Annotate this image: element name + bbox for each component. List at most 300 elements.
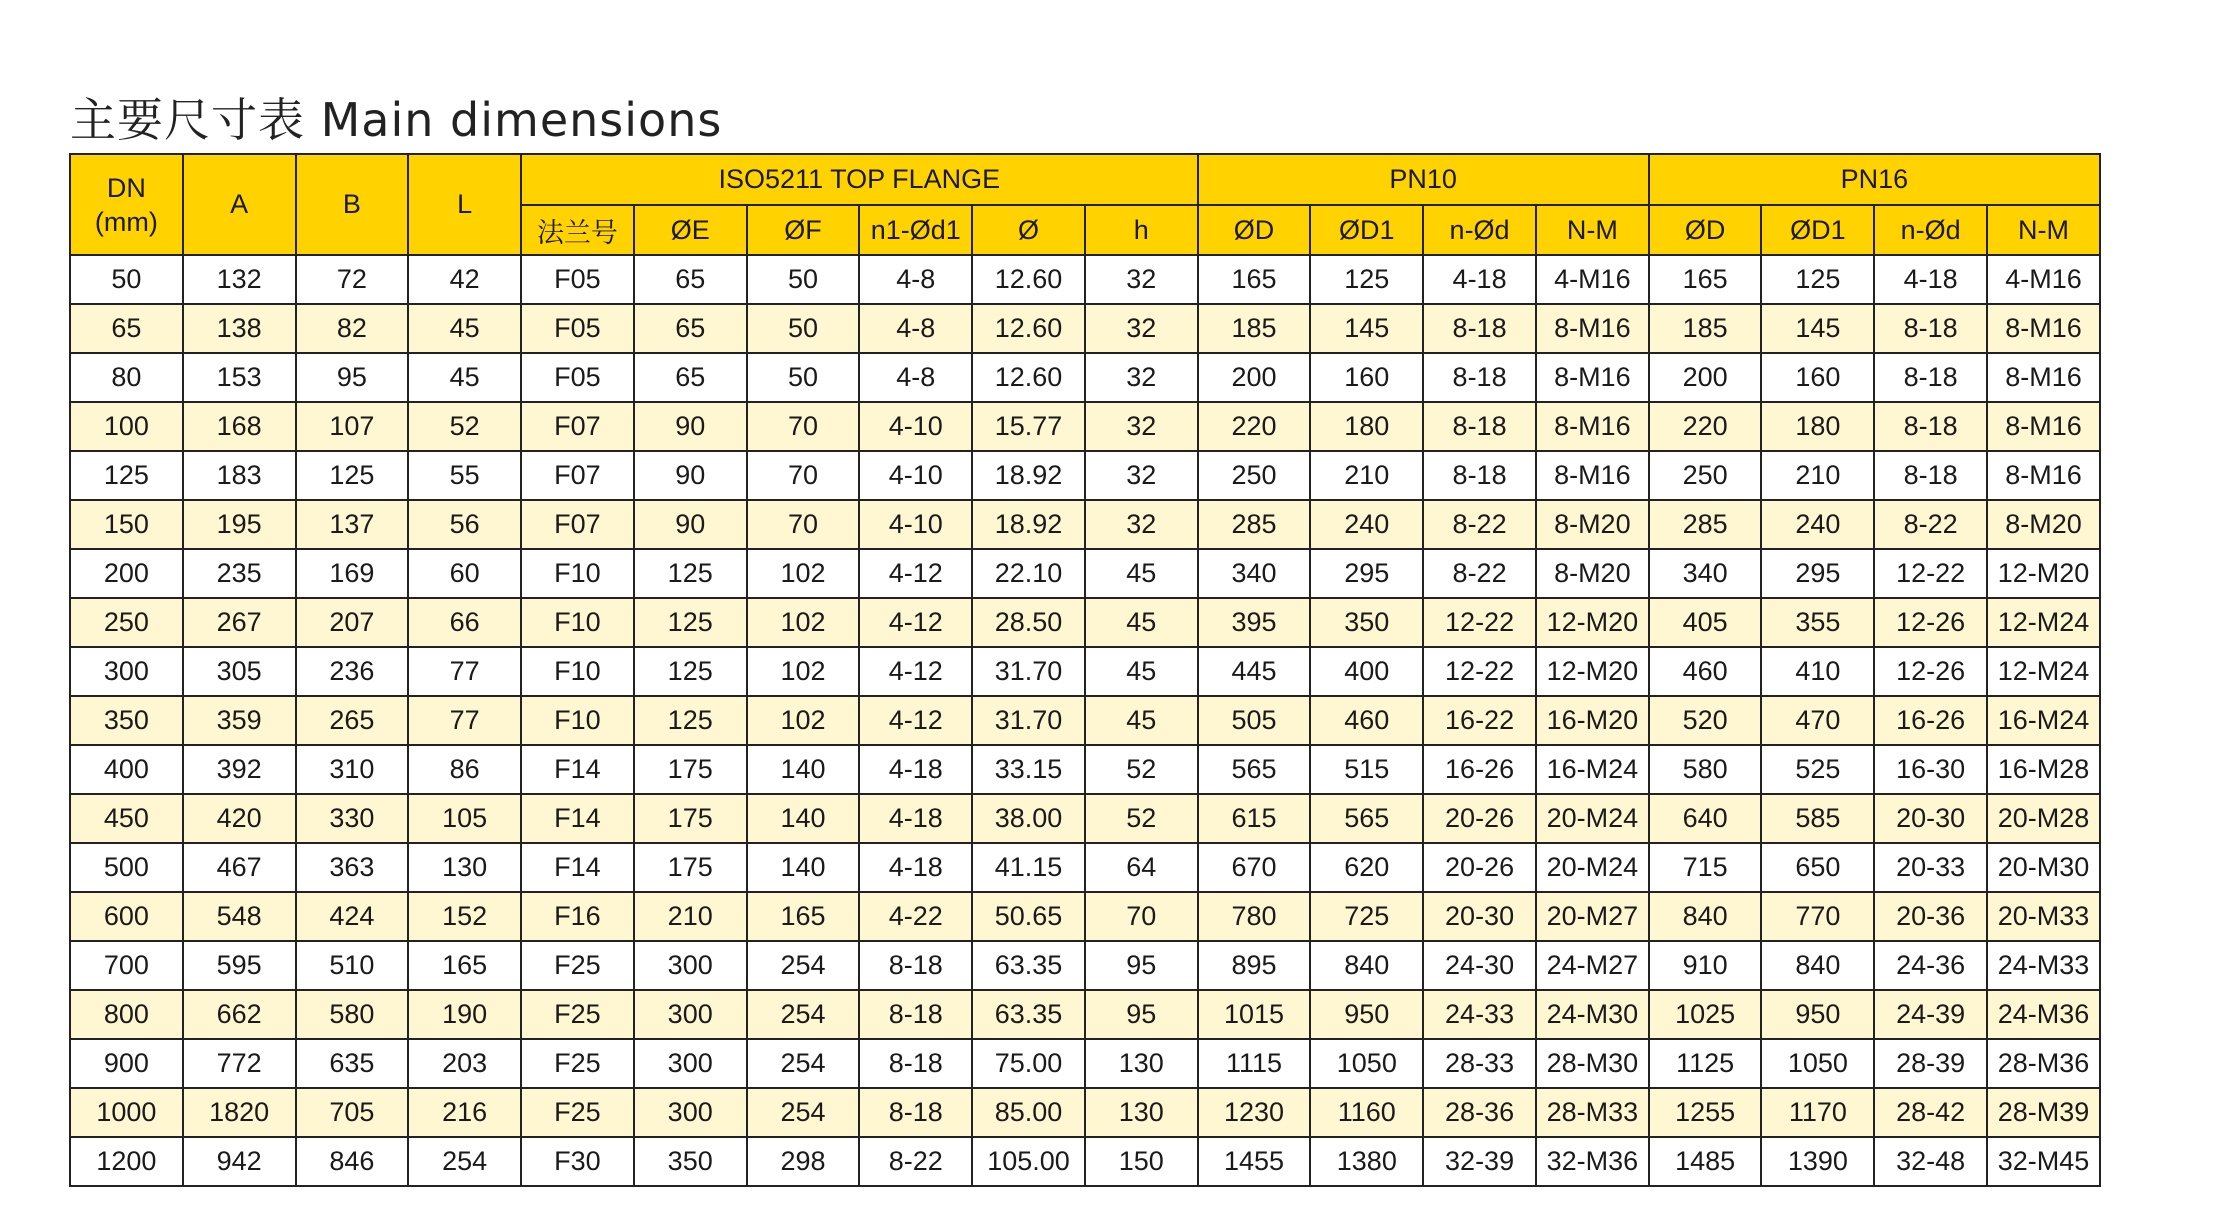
table-cell: 4-18 [1874,255,1987,304]
table-cell: 254 [747,1039,860,1088]
table-cell: 20-30 [1874,794,1987,843]
table-cell: 20-26 [1423,843,1536,892]
table-cell: 160 [1761,353,1874,402]
table-cell: 460 [1649,647,1762,696]
table-cell: 8-18 [1423,402,1536,451]
header-iso-f: ØF [747,205,860,255]
table-cell: 840 [1761,941,1874,990]
table-cell: 185 [1198,304,1311,353]
table-cell: 20-26 [1423,794,1536,843]
table-cell: 300 [634,941,747,990]
table-cell: 140 [747,794,860,843]
table-cell: 8-M16 [1536,304,1649,353]
table-cell: 16-30 [1874,745,1987,794]
table-cell: 300 [634,990,747,1039]
table-cell: 4-8 [859,255,972,304]
table-cell: 169 [296,549,409,598]
table-cell: 130 [1085,1088,1198,1137]
table-cell: F07 [521,500,634,549]
table-cell: 200 [70,549,183,598]
table-row [70,990,2100,1039]
dimensions-table [69,153,2101,1187]
header-row-groups [70,154,2100,205]
table-row [70,647,2100,696]
table-cell: 102 [747,598,860,647]
table-cell: 585 [1761,794,1874,843]
table-cell: F16 [521,892,634,941]
table-cell: 90 [634,402,747,451]
table-cell: 70 [1085,892,1198,941]
table-cell: 24-M30 [1536,990,1649,1039]
table-cell: 210 [1761,451,1874,500]
table-cell: F07 [521,451,634,500]
table-cell: 45 [408,304,521,353]
table-cell: 8-18 [859,1039,972,1088]
table-cell: 63.35 [972,990,1085,1039]
table-cell: 450 [70,794,183,843]
table-cell: 125 [1310,255,1423,304]
table-cell: 340 [1198,549,1311,598]
table-cell: 350 [1310,598,1423,647]
table-row [70,304,2100,353]
table-cell: 250 [1198,451,1311,500]
table-cell: 8-18 [1423,304,1536,353]
table-cell: 50 [747,353,860,402]
table-cell: 220 [1649,402,1762,451]
table-cell: 32-M45 [1987,1137,2100,1186]
table-cell: 12-M20 [1987,549,2100,598]
table-cell: 32-39 [1423,1137,1536,1186]
table-cell: 4-10 [859,402,972,451]
table-cell: 20-M28 [1987,794,2100,843]
table-cell: 254 [408,1137,521,1186]
table-cell: 32 [1085,500,1198,549]
table-cell: 910 [1649,941,1762,990]
table-cell: 125 [1761,255,1874,304]
table-cell: 240 [1761,500,1874,549]
table-row [70,402,2100,451]
table-cell: 1000 [70,1088,183,1137]
table-cell: 20-M24 [1536,843,1649,892]
header-a: A [183,154,296,255]
table-cell: 28.50 [972,598,1085,647]
table-cell: 510 [296,941,409,990]
table-cell: 298 [747,1137,860,1186]
table-cell: 180 [1310,402,1423,451]
table-cell: 4-12 [859,696,972,745]
table-cell: 130 [1085,1039,1198,1088]
header-iso-dia: Ø [972,205,1085,255]
table-cell: 285 [1198,500,1311,549]
table-row [70,549,2100,598]
table-cell: 125 [296,451,409,500]
header-pn10-nd: n-Ød [1423,205,1536,255]
table-cell: 55 [408,451,521,500]
table-row [70,1088,2100,1137]
table-cell: 140 [747,745,860,794]
table-cell: 715 [1649,843,1762,892]
table-cell: 20-33 [1874,843,1987,892]
table-cell: 8-M20 [1536,500,1649,549]
table-cell: 28-M39 [1987,1088,2100,1137]
table-cell: F25 [521,990,634,1039]
table-cell: 520 [1649,696,1762,745]
table-cell: F05 [521,255,634,304]
table-cell: 16-26 [1423,745,1536,794]
table-cell: 32-48 [1874,1137,1987,1186]
table-cell: 350 [70,696,183,745]
table-cell: 137 [296,500,409,549]
table-cell: 70 [747,500,860,549]
table-cell: 102 [747,696,860,745]
table-cell: 250 [70,598,183,647]
header-pn16-nm: N-M [1987,205,2100,255]
table-cell: 1820 [183,1088,296,1137]
table-cell: 65 [70,304,183,353]
table-cell: 410 [1761,647,1874,696]
table-cell: 600 [70,892,183,941]
table-cell: 175 [634,745,747,794]
table-cell: 565 [1310,794,1423,843]
header-iso-n1d1: n1-Ød1 [859,205,972,255]
table-cell: 265 [296,696,409,745]
table-cell: 1200 [70,1137,183,1186]
table-cell: 363 [296,843,409,892]
table-cell: 305 [183,647,296,696]
table-cell: 102 [747,549,860,598]
table-cell: 107 [296,402,409,451]
table-cell: 50 [747,304,860,353]
table-cell: 86 [408,745,521,794]
table-cell: 295 [1310,549,1423,598]
table-cell: 210 [634,892,747,941]
table-cell: 165 [747,892,860,941]
table-cell: 77 [408,647,521,696]
table-cell: 12-M20 [1536,647,1649,696]
table-cell: 1170 [1761,1088,1874,1137]
table-cell: 95 [296,353,409,402]
table-cell: 20-M30 [1987,843,2100,892]
table-cell: F14 [521,843,634,892]
table-cell: 24-30 [1423,941,1536,990]
table-cell: 125 [634,598,747,647]
table-cell: 24-M33 [1987,941,2100,990]
table-cell: 295 [1761,549,1874,598]
table-row [70,255,2100,304]
table-cell: 620 [1310,843,1423,892]
table-cell: 90 [634,500,747,549]
table-cell: 216 [408,1088,521,1137]
table-cell: 565 [1198,745,1311,794]
table-cell: 445 [1198,647,1311,696]
table-cell: 780 [1198,892,1311,941]
table-cell: 254 [747,990,860,1039]
table-cell: 950 [1761,990,1874,1039]
table-cell: 12-26 [1874,598,1987,647]
table-cell: 72 [296,255,409,304]
table-cell: 12.60 [972,304,1085,353]
table-cell: 895 [1198,941,1311,990]
table-cell: 4-12 [859,598,972,647]
table-cell: 140 [747,843,860,892]
table-cell: 1380 [1310,1137,1423,1186]
table-cell: 1485 [1649,1137,1762,1186]
table-cell: 392 [183,745,296,794]
table-cell: 31.70 [972,696,1085,745]
table-cell: 705 [296,1088,409,1137]
table-cell: 80 [70,353,183,402]
table-cell: 4-18 [859,794,972,843]
table-cell: 32-M36 [1536,1137,1649,1186]
table-cell: 424 [296,892,409,941]
table-cell: 4-18 [859,745,972,794]
page-title: 主要尺寸表 Main dimensions [70,93,723,147]
table-cell: 467 [183,843,296,892]
table-cell: 1025 [1649,990,1762,1039]
table-cell: 8-18 [1423,353,1536,402]
table-cell: 235 [183,549,296,598]
table-cell: F10 [521,549,634,598]
table-cell: 4-10 [859,500,972,549]
table-body [70,255,2100,1186]
table-cell: 4-12 [859,549,972,598]
table-cell: 18.92 [972,500,1085,549]
table-cell: 125 [634,647,747,696]
table-cell: 50 [70,255,183,304]
table-cell: 22.10 [972,549,1085,598]
table-cell: 662 [183,990,296,1039]
table-cell: 4-M16 [1987,255,2100,304]
table-cell: 85.00 [972,1088,1085,1137]
table-cell: 24-33 [1423,990,1536,1039]
table-row [70,696,2100,745]
table-cell: 195 [183,500,296,549]
table-cell: 200 [1198,353,1311,402]
table-cell: 24-39 [1874,990,1987,1039]
table-cell: 64 [1085,843,1198,892]
table-cell: 942 [183,1137,296,1186]
header-pn16-nd: n-Ød [1874,205,1987,255]
table-cell: 28-39 [1874,1039,1987,1088]
table-cell: 8-M16 [1536,451,1649,500]
table-cell: 8-22 [859,1137,972,1186]
table-cell: 254 [747,941,860,990]
table-cell: 300 [634,1039,747,1088]
table-cell: 12-M24 [1987,647,2100,696]
table-cell: 267 [183,598,296,647]
table-cell: 102 [747,647,860,696]
table-cell: 175 [634,794,747,843]
table-cell: 330 [296,794,409,843]
table-cell: 28-33 [1423,1039,1536,1088]
table-cell: 70 [747,451,860,500]
table-cell: 77 [408,696,521,745]
table-cell: 250 [1649,451,1762,500]
table-cell: 640 [1649,794,1762,843]
table-cell: 45 [1085,549,1198,598]
header-pn16-d: ØD [1649,205,1762,255]
table-row [70,794,2100,843]
table-cell: 355 [1761,598,1874,647]
table-cell: 4-12 [859,647,972,696]
table-cell: 153 [183,353,296,402]
table-cell: 16-26 [1874,696,1987,745]
table-cell: 8-22 [1423,500,1536,549]
table-cell: 20-36 [1874,892,1987,941]
table-cell: 8-M16 [1536,353,1649,402]
table-cell: 52 [408,402,521,451]
table-cell: 152 [408,892,521,941]
table-row [70,1039,2100,1088]
table-cell: 125 [634,549,747,598]
table-cell: 165 [408,941,521,990]
table-cell: 12-26 [1874,647,1987,696]
table-cell: 8-22 [1423,549,1536,598]
header-pn10-nm: N-M [1536,205,1649,255]
table-cell: 90 [634,451,747,500]
table-cell: 130 [408,843,521,892]
table-cell: 300 [634,1088,747,1137]
table-cell: 8-18 [1423,451,1536,500]
table-cell: 359 [183,696,296,745]
table-cell: 12.60 [972,255,1085,304]
table-cell: 32 [1085,304,1198,353]
table-cell: 395 [1198,598,1311,647]
table-cell: 95 [1085,990,1198,1039]
table-cell: 4-22 [859,892,972,941]
table-cell: 310 [296,745,409,794]
table-cell: 8-M16 [1987,451,2100,500]
table-cell: 24-36 [1874,941,1987,990]
table-cell: 56 [408,500,521,549]
table-cell: 1015 [1198,990,1311,1039]
table-cell: 24-M27 [1536,941,1649,990]
table-cell: 8-M20 [1987,500,2100,549]
table-cell: 1255 [1649,1088,1762,1137]
table-cell: 350 [634,1137,747,1186]
table-cell: 800 [70,990,183,1039]
table-cell: 840 [1310,941,1423,990]
table-cell: 770 [1761,892,1874,941]
table-cell: F10 [521,696,634,745]
header-l: L [408,154,521,255]
table-cell: 165 [1649,255,1762,304]
table-row [70,1137,2100,1186]
table-cell: 200 [1649,353,1762,402]
table-cell: 50.65 [972,892,1085,941]
table-row [70,941,2100,990]
table-cell: 41.15 [972,843,1085,892]
table-cell: 1455 [1198,1137,1311,1186]
table-cell: 203 [408,1039,521,1088]
table-cell: 66 [408,598,521,647]
table-cell: 670 [1198,843,1311,892]
table-cell: 150 [1085,1137,1198,1186]
table-cell: 4-M16 [1536,255,1649,304]
table-cell: 8-18 [859,1088,972,1137]
table-cell: 12-22 [1874,549,1987,598]
table-cell: 50 [747,255,860,304]
table-cell: 145 [1310,304,1423,353]
table-cell: 28-42 [1874,1088,1987,1137]
header-b: B [296,154,409,255]
table-row [70,353,2100,402]
table-cell: 24-M36 [1987,990,2100,1039]
table-cell: 65 [634,304,747,353]
table-cell: 132 [183,255,296,304]
table-cell: 165 [1198,255,1311,304]
table-cell: 105.00 [972,1137,1085,1186]
table-cell: 20-M27 [1536,892,1649,941]
table-cell: 615 [1198,794,1311,843]
table-cell: 285 [1649,500,1762,549]
table-cell: 75.00 [972,1039,1085,1088]
header-dn [70,154,183,255]
table-cell: 65 [634,255,747,304]
table-cell: 33.15 [972,745,1085,794]
table-cell: 236 [296,647,409,696]
table-cell: 31.70 [972,647,1085,696]
table-cell: 100 [70,402,183,451]
table-cell: 4-10 [859,451,972,500]
table-cell: 220 [1198,402,1311,451]
table-cell: 16-22 [1423,696,1536,745]
table-cell: 52 [1085,794,1198,843]
table-cell: 45 [408,353,521,402]
table-cell: 772 [183,1039,296,1088]
header-group-pn10: PN10 [1198,154,1649,205]
table-cell: 4-8 [859,353,972,402]
table-cell: 150 [70,500,183,549]
table-cell: 505 [1198,696,1311,745]
table-cell: 8-18 [1874,353,1987,402]
table-cell: F05 [521,353,634,402]
table-cell: F10 [521,598,634,647]
table-cell: 650 [1761,843,1874,892]
table-cell: 65 [634,353,747,402]
table-cell: 45 [1085,696,1198,745]
table-cell: F25 [521,941,634,990]
table-cell: 950 [1310,990,1423,1039]
table-cell: 210 [1310,451,1423,500]
table-cell: 190 [408,990,521,1039]
table-cell: 15.77 [972,402,1085,451]
table-cell: 254 [747,1088,860,1137]
header-iso-e: ØE [634,205,747,255]
table-cell: 185 [1649,304,1762,353]
table-cell: 138 [183,304,296,353]
table-cell: 8-M16 [1987,402,2100,451]
table-cell: 900 [70,1039,183,1088]
table-cell: 846 [296,1137,409,1186]
table-cell: 16-M20 [1536,696,1649,745]
table-cell: 12-M20 [1536,598,1649,647]
table-cell: 8-18 [1874,402,1987,451]
table-cell: 175 [634,843,747,892]
table-cell: 460 [1310,696,1423,745]
table-cell: 42 [408,255,521,304]
table-cell: 160 [1310,353,1423,402]
table-cell: 635 [296,1039,409,1088]
table-cell: 1390 [1761,1137,1874,1186]
header-flange-no: 法兰号 [521,205,634,255]
table-cell: 20-M24 [1536,794,1649,843]
table-cell: 8-18 [1874,304,1987,353]
table-cell: 38.00 [972,794,1085,843]
table-row [70,500,2100,549]
header-dn-label: DN [106,172,146,203]
table-cell: F14 [521,745,634,794]
